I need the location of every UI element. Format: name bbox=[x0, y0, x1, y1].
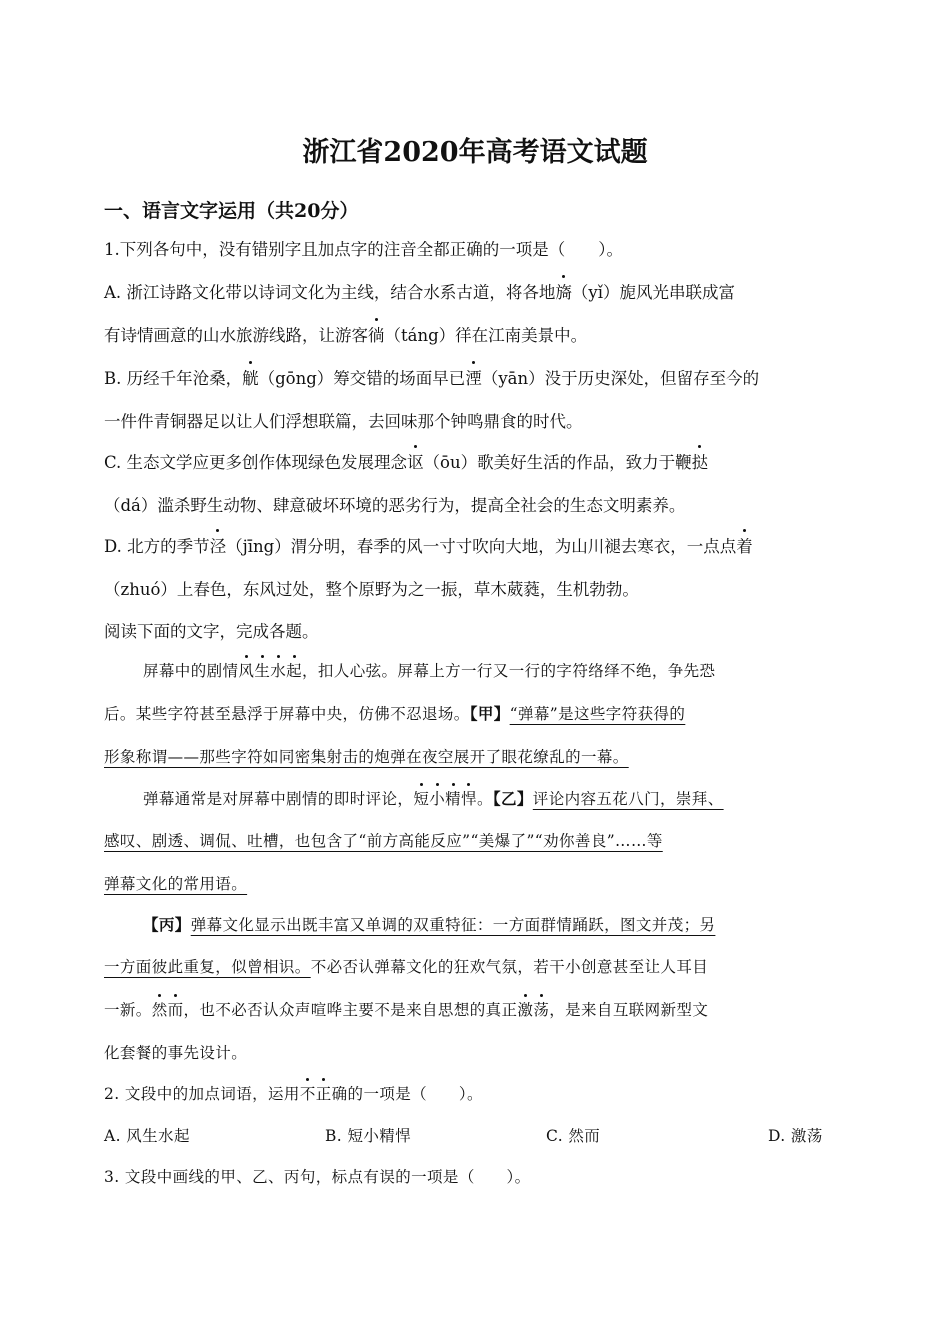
dotted-char: 然 bbox=[152, 998, 168, 1020]
dotted-char: 短 bbox=[413, 787, 429, 809]
passage-p1-line2: 后。某些字符甚至悬浮于屏幕中央，仿佛不忍退场。【甲】“弹幕”是这些字符获得的 bbox=[104, 704, 686, 723]
passage-p1-line3 bbox=[104, 745, 629, 767]
dotted-char: 小 bbox=[429, 787, 445, 809]
dotted-char: 起 bbox=[286, 659, 302, 681]
dotted-char: 徜 bbox=[368, 322, 385, 346]
dotted-char: 精 bbox=[445, 787, 461, 809]
dotted-char: 生 bbox=[254, 659, 270, 681]
passage-p3-line2: 一方面彼此重复，似曾相识。不必否认弹幕文化的狂欢气氛，若干小创意甚至让人耳目 bbox=[104, 958, 709, 976]
question-1-option-b-line1: B. 历经千年沧桑，觥（gōng）筹交错的场面早已湮（yān）没于历史深处，但留存至今的 bbox=[104, 365, 759, 389]
passage-p2-line1: 弹幕通常是对屏幕中剧情的即时评论，短小精悍。【乙】评论内容五花八门，崇拜、 bbox=[143, 789, 724, 808]
question-2-options bbox=[104, 1124, 950, 1148]
question-1-option-a-line2: 有诗情画意的山水旅游线路，让游客徜（táng）徉在江南美景中。 bbox=[104, 322, 587, 346]
dotted-char: 讴 bbox=[407, 449, 424, 473]
dotted-char: 湮 bbox=[465, 365, 482, 389]
marker-bing: 【丙】 bbox=[143, 915, 191, 934]
reading-intro: 阅读下面的文字，完成各题。 bbox=[104, 622, 319, 641]
question-1-option-d-line1: D. 北方的季节泾（jīng）渭分明，春季的风一寸寸吹向大地，为山川褪去寒衣，一点点着 bbox=[104, 533, 753, 557]
underlined-sentence: 评论内容五花八门，崇拜、 bbox=[532, 790, 724, 808]
passage-p3-line1 bbox=[143, 913, 715, 935]
passage-p1-line1: 屏幕中的剧情风生水起，扣人心弦。屏幕上方一行又一行的字符络绎不绝，争先恐 bbox=[143, 659, 715, 681]
option-b: B. 短小精悍 bbox=[325, 1127, 412, 1145]
passage-p2-line3 bbox=[104, 872, 247, 894]
question-1-stem: 1.下列各句中，没有错别字且加点字的注音全都正确的一项是（ ）。 bbox=[104, 240, 623, 259]
underlined-sentence: 弹幕文化显示出既丰富又单调的双重特征：一方面群情踊跃，图文并茂；另 bbox=[190, 916, 716, 934]
underlined-sentence: “弹幕”是这些字符获得的 bbox=[509, 705, 686, 723]
dotted-char: 而 bbox=[168, 998, 184, 1020]
underlined-sentence: 形象称谓——那些字符如同密集射击的炮弹在夜空展开了眼花缭乱的一幕。 bbox=[104, 748, 629, 766]
option-c: C. 然而 bbox=[546, 1127, 601, 1145]
dotted-char: 正 bbox=[316, 1082, 332, 1104]
dotted-char: 着 bbox=[736, 533, 753, 557]
option-a: A. 风生水起 bbox=[104, 1127, 190, 1145]
passage-p2-line2 bbox=[104, 829, 663, 851]
dotted-char: 旖 bbox=[555, 279, 572, 303]
question-1-option-b-line2: 一件件青铜器足以让人们浮想联篇，去回味那个钟鸣鼎食的时代。 bbox=[104, 412, 583, 431]
passage-p3-line3: 一新。然而，也不必否认众声喧哗主要不是来自思想的真正激荡，是来自互联网新型文 bbox=[104, 998, 708, 1020]
underlined-sentence: 感叹、剧透、调侃、吐槽，也包含了“前方高能反应”“美爆了”“劝你善良”……等 bbox=[104, 832, 663, 850]
dotted-char: 水 bbox=[270, 659, 286, 681]
dotted-char: 泾 bbox=[210, 533, 227, 557]
section-heading: 一、语言文字运用（共20分） bbox=[104, 200, 359, 222]
dotted-char: 觥 bbox=[242, 365, 259, 389]
question-1-option-c-line2: （dá）滥杀野生动物、肆意破坏环境的恶劣行为，提高全社会的生态文明素养。 bbox=[104, 496, 686, 515]
question-1-option-c-line1: C. 生态文学应更多创作体现绿色发展理念讴（ōu）歌美好生活的作品，致力于鞭挞 bbox=[104, 449, 708, 473]
marker-jia: 【甲】 bbox=[469, 704, 510, 723]
page-title: 浙江省2020年高考语文试题 bbox=[302, 137, 648, 168]
underlined-sentence: 一方面彼此重复，似曾相识。 bbox=[104, 958, 311, 976]
dotted-char: 激 bbox=[517, 998, 533, 1020]
underlined-sentence: 弹幕文化的常用语。 bbox=[104, 875, 248, 893]
dotted-char: 挞 bbox=[692, 449, 709, 473]
question-2-stem: 2. 文段中的加点词语，运用不正确的一项是（ ）。 bbox=[104, 1082, 483, 1104]
dotted-char: 荡 bbox=[533, 998, 549, 1020]
question-1-option-d-line2: （zhuó）上春色，东风过处，整个原野为之一振，草木葳蕤，生机勃勃。 bbox=[104, 580, 639, 599]
question-1-option-a-line1: A. 浙江诗路文化带以诗词文化为主线，结合水系古道，将各地旖（yǐ）旎风光串联成富 bbox=[104, 279, 735, 303]
passage-p3-line4: 化套餐的事先设计。 bbox=[104, 1044, 248, 1062]
marker-yi: 【乙】 bbox=[492, 789, 533, 808]
dotted-char: 不 bbox=[300, 1082, 316, 1104]
dotted-char: 悍 bbox=[461, 787, 477, 809]
option-d: D. 激荡 bbox=[768, 1127, 823, 1145]
dotted-char: 风 bbox=[238, 659, 254, 681]
question-3-stem: 3. 文段中画线的甲、乙、丙句，标点有误的一项是（ ）。 bbox=[104, 1168, 531, 1186]
